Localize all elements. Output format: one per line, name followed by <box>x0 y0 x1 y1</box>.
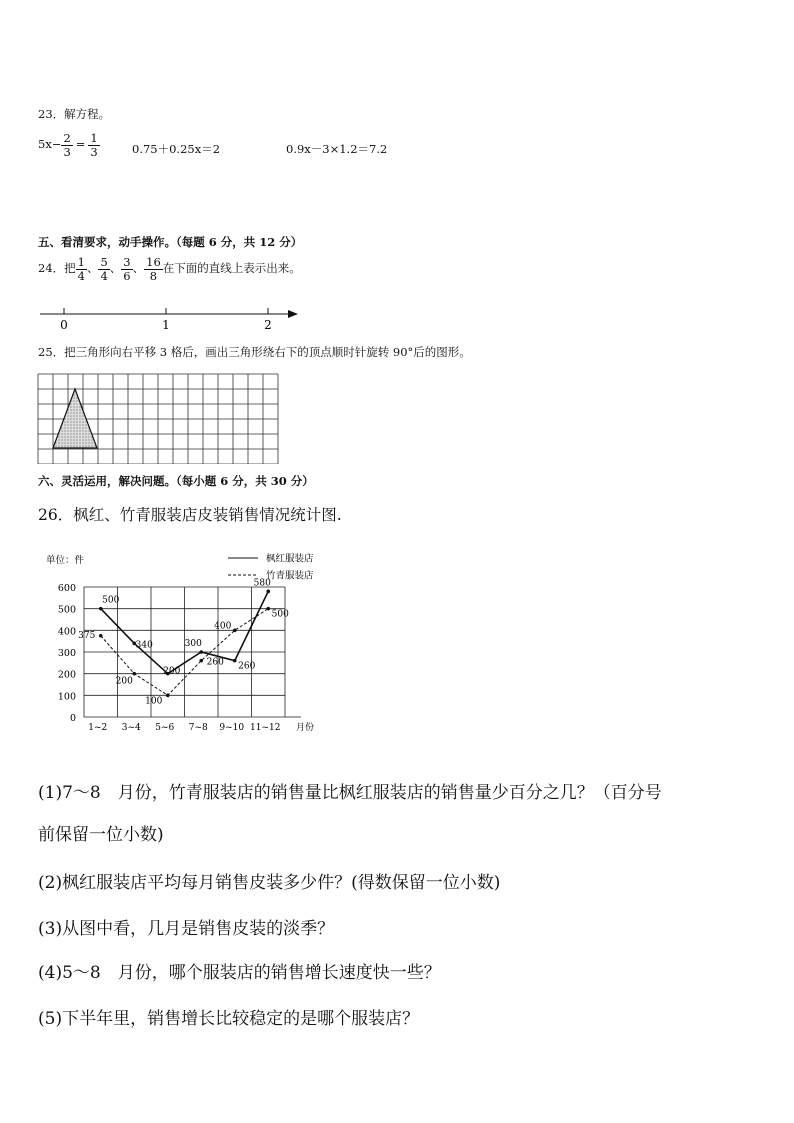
q24-prefix: 24．把 <box>38 261 76 276</box>
y-tick-label: 0 <box>69 713 76 724</box>
tick-label-0: 0 <box>60 318 68 332</box>
equals-sign: = <box>75 137 86 152</box>
y-tick-label: 100 <box>57 691 76 703</box>
eq1-lhs: 5x− <box>38 137 62 152</box>
q23-equation-2: 0.75＋0.25x＝2 <box>132 142 221 156</box>
y-axis-label: 单位：件 <box>46 555 85 566</box>
x-tick-label: 9~10 <box>219 723 245 733</box>
data-label: 200 <box>163 666 181 677</box>
question-2: (2)枫红服装店平均每月销售皮装多少件？(得数保留一位小数) <box>38 873 501 893</box>
y-tick-label: 300 <box>57 648 76 659</box>
q23-equation-1 <box>38 132 100 158</box>
x-tick-label: 3~4 <box>121 723 141 733</box>
data-point <box>99 607 103 611</box>
data-point <box>199 650 203 654</box>
legend-label: 枫红服装店 <box>266 553 314 565</box>
data-label: 580 <box>253 578 271 589</box>
x-tick-label: 7~8 <box>188 723 208 733</box>
data-label: 340 <box>135 640 153 651</box>
legend-label: 竹青服装店 <box>266 570 314 582</box>
section-5-heading: 五、看清要求，动手操作。（每题 6 分，共 12 分） <box>38 235 303 249</box>
fraction: $\frac{2}{3}$ <box>63 131 71 159</box>
number-line-arrow <box>288 310 298 318</box>
data-label: 200 <box>115 676 133 687</box>
x-axis-label: 月份 <box>295 723 315 733</box>
fraction: $\frac{5}{4}$ <box>100 255 108 283</box>
data-label: 300 <box>184 639 202 649</box>
x-tick-label: 11~12 <box>250 723 281 733</box>
question-1-line-1: (1)7～8 月份，竹青服装店的销售量比枫红服装店的销售量少百分之几？（百分号 <box>38 783 662 803</box>
fraction: $\frac{16}{8}$ <box>146 255 161 283</box>
q23-title: 23．解方程。 <box>38 107 111 121</box>
q26-title: 26．枫红、竹青服装店皮装销售情况统计图. <box>38 506 342 524</box>
q25-text: 25．把三角形向右平移 3 格后，画出三角形绕右下的顶点顺时针旋转 90°后的图形。 <box>38 345 471 359</box>
x-tick-label: 1~2 <box>88 723 108 733</box>
q24-suffix: 在下面的直线上表示出来。 <box>162 261 301 276</box>
fraction: $\frac{3}{6}$ <box>123 255 131 283</box>
data-label: 500 <box>102 595 120 606</box>
tick-label-2: 2 <box>264 318 272 332</box>
data-point <box>99 634 103 638</box>
y-tick-label: 400 <box>57 626 76 638</box>
fraction: $\frac{1}{4}$ <box>77 255 85 283</box>
section-6-heading: 六、灵活运用，解决问题。（每小题 6 分，共 30 分） <box>38 474 314 488</box>
data-point <box>166 694 170 698</box>
data-label: 260 <box>238 661 256 672</box>
data-point <box>266 607 270 611</box>
question-3: (3)从图中看，几月是销售皮装的淡季？ <box>38 919 335 939</box>
triangle-shape <box>53 389 97 448</box>
data-point <box>233 629 237 633</box>
fraction: $\frac{1}{3}$ <box>90 131 98 159</box>
data-point <box>266 590 270 594</box>
data-label: 260 <box>206 657 224 668</box>
data-point <box>132 672 136 676</box>
data-label: 100 <box>145 696 163 707</box>
question-1-line-2: 前保留一位小数) <box>38 825 164 845</box>
line-chart <box>40 548 360 738</box>
data-point <box>233 659 237 663</box>
data-label: 375 <box>78 630 96 641</box>
data-point <box>199 659 203 663</box>
x-tick-label: 5~6 <box>155 723 175 733</box>
q23-equation-3: 0.9x－3×1.2＝7.2 <box>286 142 388 156</box>
question-4: (4)5～8 月份，哪个服装店的销售增长速度快一些？ <box>38 963 441 983</box>
data-label: 400 <box>214 621 232 632</box>
grid-figure <box>37 373 281 464</box>
number-line <box>30 302 310 332</box>
y-tick-label: 600 <box>57 583 76 594</box>
tick-label-1: 1 <box>162 318 170 332</box>
question-5: (5)下半年里，销售增长比较稳定的是哪个服装店？ <box>38 1009 420 1029</box>
y-tick-label: 200 <box>57 669 76 681</box>
data-label: 500 <box>271 609 289 620</box>
y-tick-label: 500 <box>57 604 76 616</box>
q24-text: 24．把 $\frac{1}{4}$ 、 $\frac{5}{4}$ 、 $\frac{3}{6}$ 、 $\frac{16}{8}$ 在下面的直线上表示出来。 <box>38 255 301 283</box>
